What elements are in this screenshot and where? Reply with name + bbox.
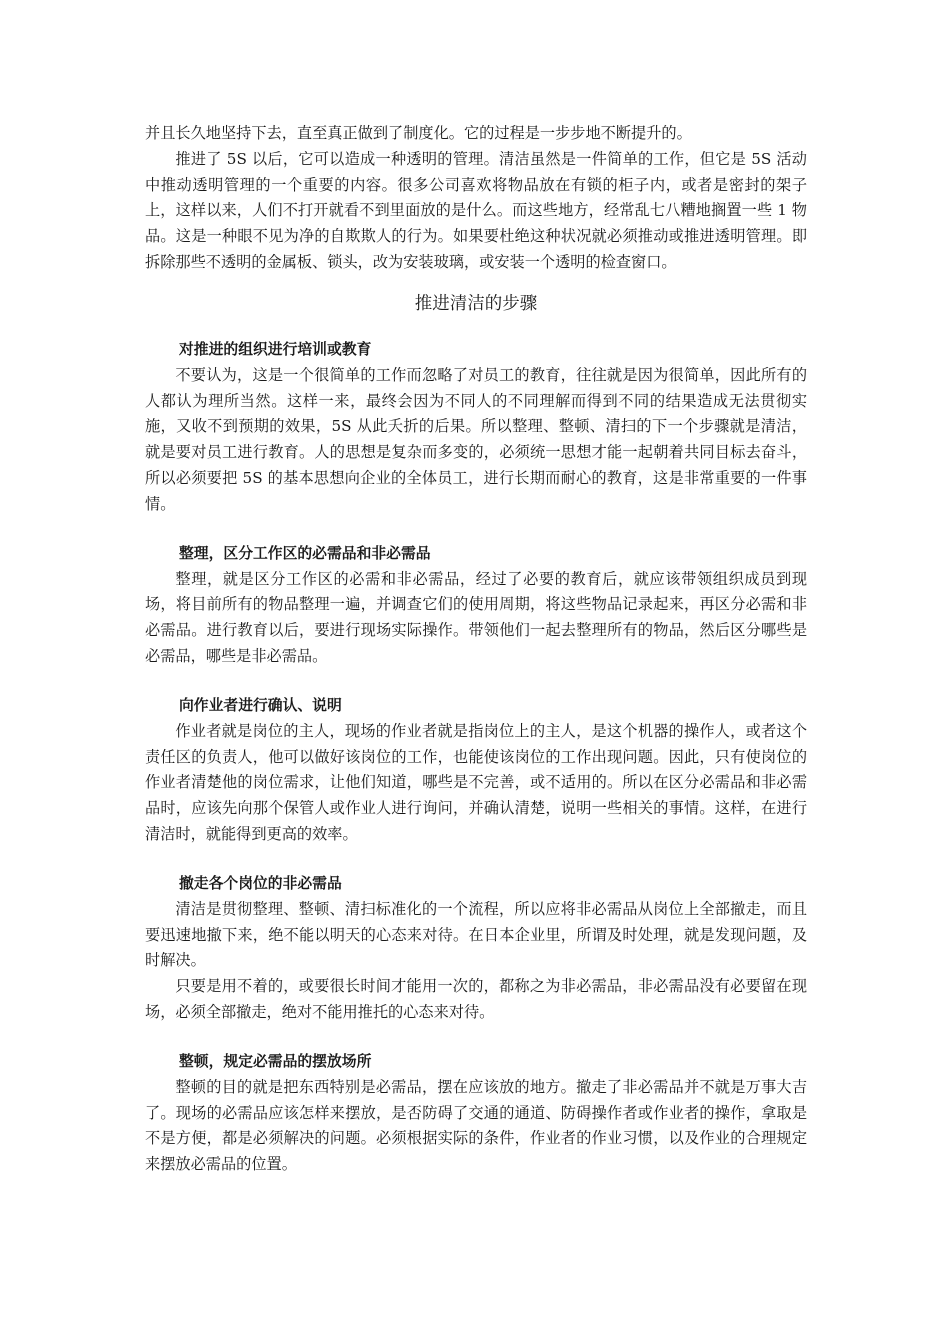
section-paragraph: 整顿的目的就是把东西特别是必需品，摆在应该放的地方。撤走了非必需品并不就是万事大吉了。现场的必需品应该怎样来摆放，是否防碍了交通的通道、防碍操作者或作业者的操作，拿取是不是方便，都是必须解决的问题。必须根据实际的条件，作业者的作业习惯，以及作业的合理规定来摆放必需品的位置。 bbox=[145, 1077, 807, 1174]
section-confirmation bbox=[145, 693, 807, 848]
section-sorting bbox=[145, 541, 807, 670]
section-title: 推进清洁的步骤 bbox=[414, 293, 538, 314]
intro-paragraph-1: 并且长久地坚持下去，直至真正做到了制度化。它的过程是一步步地不断提升的。 bbox=[145, 124, 692, 142]
section-paragraph: 不要认为，这是一个很简单的工作而忽略了对员工的教育，往往就是因为很简单，因此所有的人都认为理所当然。这样一来，最终会因为不同人的不同理解而得到不同的结果造成无法贯彻实施，又收不到预期的效果，5S 从此夭折的后果。所以整理、整顿、清扫的下一个步骤就是清洁，就是要对员工进行教育。人的思想是复杂而多变的，必须统一思想才能一起朝着共同目标去奋斗，所以必须要把 5S 的基本思想向企业的全体员工，进行长期而耐心的教育，这是非常重要的一件事情。 bbox=[145, 365, 807, 513]
document-page bbox=[145, 121, 807, 1178]
section-heading: 整理，区分工作区的必需品和非必需品 bbox=[179, 544, 431, 562]
section-heading: 对推进的组织进行培训或教育 bbox=[179, 340, 372, 358]
section-paragraph: 整理，就是区分工作区的必需和非必需品，经过了必要的教育后，就应该带领组织成员到现场，将目前所有的物品整理一遍，并调查它们的使用周期，将这些物品记录起来，再区分必需和非必需品。进行教育以后，要进行现场实际操作。带领他们一起去整理所有的物品，然后区分哪些是必需品，哪些是非必需品。 bbox=[145, 569, 807, 665]
section-heading: 向作业者进行确认、说明 bbox=[179, 696, 342, 714]
section-arrangement bbox=[145, 1049, 807, 1178]
section-training bbox=[145, 337, 807, 518]
section-removal bbox=[145, 871, 807, 1026]
intro-paragraph-2: 推进了 5S 以后，它可以造成一种透明的管理。清洁虽然是一件简单的工作，但它是 5S 活动中推动透明管理的一个重要的内容。很多公司喜欢将物品放在有锁的柜子内，或者是密封的架子上，这样以来，人们不打开就看不到里面放的是什么。而这些地方，经常乱七八糟地搁置一些 1 物品。这是一种眼不见为净的自欺欺人的行为。如果要杜绝这种状况就必须推动或推进透明管理。即拆除那些不透明的金属板、锁头，改为安装玻璃，或安装一个透明的检查窗口。 bbox=[145, 149, 807, 271]
section-heading: 整顿，规定必需品的摆放场所 bbox=[179, 1052, 372, 1070]
section-paragraph: 只要是用不着的，或要很长时间才能用一次的，都称之为非必需品，非必需品没有必要留在现场，必须全部撤走，绝对不能用推托的心态来对待。 bbox=[145, 977, 807, 1021]
section-paragraph: 清洁是贯彻整理、整顿、清扫标准化的一个流程，所以应将非必需品从岗位上全部撤走，而且要迅速地撤下来，绝不能以明天的心态来对待。在日本企业里，所谓及时处理，就是发现问题，及时解决。 bbox=[145, 899, 807, 970]
section-heading: 撤走各个岗位的非必需品 bbox=[179, 874, 342, 892]
section-paragraph: 作业者就是岗位的主人，现场的作业者就是指岗位上的主人，是这个机器的操作人，或者这个责任区的负责人，他可以做好该岗位的工作，也能使该岗位的工作出现问题。因此，只有使岗位的作业者清楚他的岗位需求，让他们知道，哪些是不完善，或不适用的。所以在区分必需品和非必需品时，应该先向那个保管人或作业人进行询问，并确认清楚，说明一些相关的事情。这样，在进行清洁时，就能得到更高的效率。 bbox=[145, 721, 807, 843]
